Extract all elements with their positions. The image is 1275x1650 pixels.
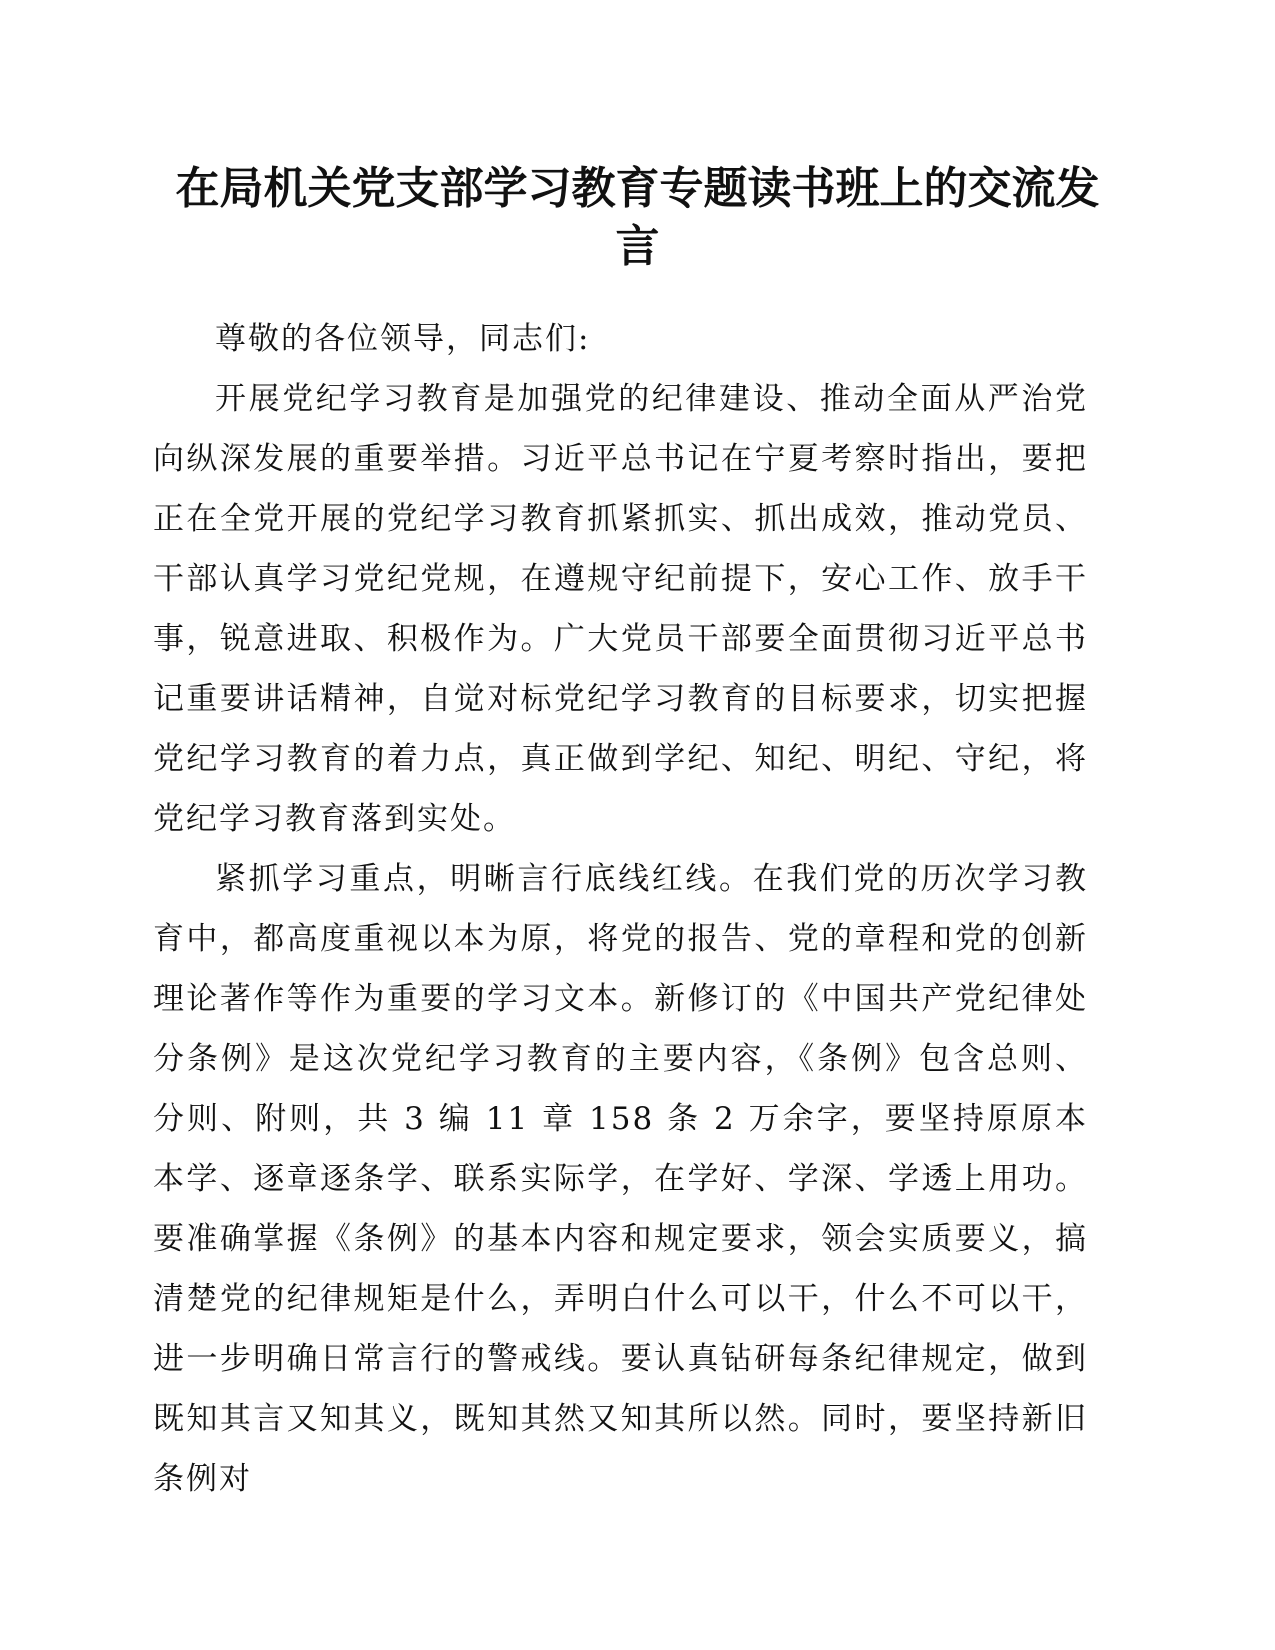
document-body bbox=[153, 309, 1088, 1509]
document-title: 在局机关党支部学习教育专题读书班上的交流发言 bbox=[175, 163, 1100, 272]
body-paragraph: 紧抓学习重点，明晰言行底线红线。在我们党的历次学习教育中，都高度重视以本为原，将党的报告、党的章程和党的创新理论著作等作为重要的学习文本。新修订的《中国共产党纪律处分条例》是这次党纪学习教育的主要内容，《条例》包含总则、分则、附则，共 3 编 11 章 158 条 2 万余字，要坚持原原本本学、逐章逐条学、联系实际学，在学好、学深、学透上用功。要准确掌握《条例》的基本内容和规定要求，领会实质要义，搞清楚党的纪律规矩是什么，弄明白什么可以干，什么不可以干，进一步明确日常言行的警戒线。要认真钻研每条纪律规定，做到既知其言又知其义，既知其然又知其所以然。同时，要坚持新旧条例对 bbox=[153, 861, 1088, 1497]
salutation-paragraph: 尊敬的各位领导，同志们: bbox=[215, 321, 591, 357]
body-paragraph: 开展党纪学习教育是加强党的纪律建设、推动全面从严治党向纵深发展的重要举措。习近平总书记在宁夏考察时指出，要把正在全党开展的党纪学习教育抓紧抓实、抓出成效，推动党员、干部认真学习党纪党规，在遵规守纪前提下，安心工作、放手干事，锐意进取、积极作为。广大党员干部要全面贯彻习近平总书记重要讲话精神，自觉对标党纪学习教育的目标要求，切实把握党纪学习教育的着力点，真正做到学纪、知纪、明纪、守纪，将党纪学习教育落到实处。 bbox=[153, 381, 1088, 837]
